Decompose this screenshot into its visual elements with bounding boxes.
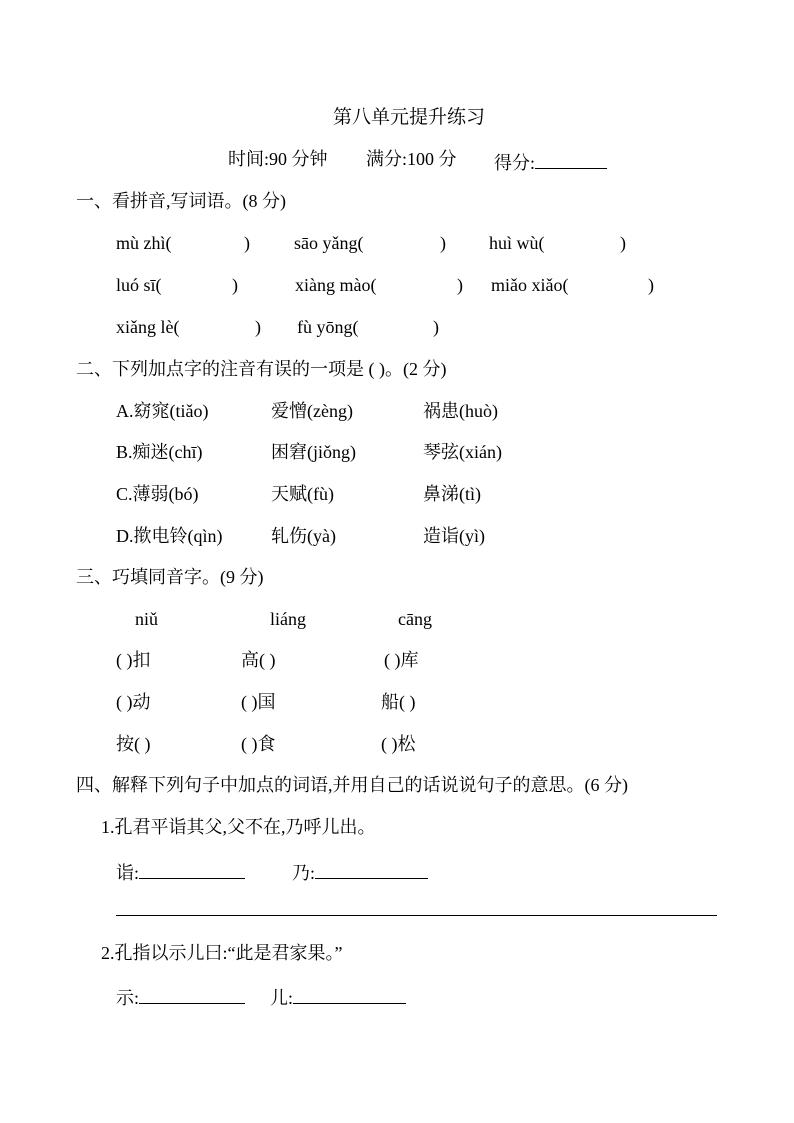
q1-close-3: ) — [620, 233, 626, 253]
q1-heading: 一、看拼音,写词语。(8 分) — [76, 191, 286, 211]
q3-pinyin-3: cāng — [398, 609, 432, 629]
q3-blank-2-3[interactable]: 船( ) — [381, 692, 416, 712]
q3-pinyin-2: liáng — [270, 609, 306, 629]
q1-item-5[interactable]: xiàng mào( — [295, 275, 377, 295]
q4-s1-word-a: 诣: — [116, 860, 245, 882]
q2-b-word-3: 琴弦(xián) — [423, 442, 502, 462]
q3-pinyin-1: niǔ — [135, 609, 159, 629]
page-title: 第八单元提升练习 — [333, 107, 486, 128]
q4-s1-blank-b[interactable] — [315, 860, 428, 879]
q4-s2-word-b: 儿: — [270, 985, 406, 1007]
q1-close-5: ) — [457, 275, 463, 295]
q1-item-4[interactable]: luó sī( — [116, 275, 162, 295]
q2-option-d[interactable]: D.揿电铃(qìn) — [116, 526, 223, 546]
q2-c-word-2: 天赋(fù) — [271, 484, 334, 504]
q2-option-a[interactable]: A.窈窕(tiǎo) — [116, 401, 209, 421]
score-label: 得分: — [494, 150, 607, 172]
q4-s1-meaning-line[interactable] — [116, 915, 717, 916]
q4-s1-word-b: 乃: — [292, 860, 428, 882]
q3-blank-3-2[interactable]: ( )食 — [241, 734, 276, 754]
q3-blank-2-1[interactable]: ( )动 — [116, 692, 151, 712]
q2-d-word-2: 轧伤(yà) — [271, 526, 336, 546]
q4-s2-word-a: 示: — [116, 985, 245, 1007]
q3-blank-1-1[interactable]: ( )扣 — [116, 650, 151, 670]
q4-s2-blank-b[interactable] — [293, 985, 406, 1004]
q1-close-4: ) — [232, 275, 238, 295]
q1-item-1[interactable]: mù zhì( — [116, 233, 172, 253]
q1-item-8[interactable]: fù yōng( — [297, 317, 359, 337]
q2-d-word-3: 造诣(yì) — [423, 526, 485, 546]
q4-s2-blank-a[interactable] — [139, 985, 245, 1004]
q1-item-7[interactable]: xiǎng lè( — [116, 317, 180, 337]
q3-heading: 三、巧填同音字。(9 分) — [76, 567, 264, 587]
q3-blank-2-2[interactable]: ( )国 — [241, 692, 276, 712]
q1-close-2: ) — [440, 233, 446, 253]
q1-item-2[interactable]: sāo yǎng( — [294, 233, 364, 253]
q2-option-b[interactable]: B.痴迷(chī) — [116, 442, 203, 462]
q1-item-3[interactable]: huì wù( — [489, 233, 545, 253]
q3-blank-3-1[interactable]: 按( ) — [116, 734, 151, 754]
q4-s1-blank-a[interactable] — [139, 860, 245, 879]
q3-blank-1-3[interactable]: ( )库 — [384, 650, 419, 670]
time-info: 时间:90 分钟 — [228, 149, 328, 169]
q2-c-word-3: 鼻涕(tì) — [423, 484, 481, 504]
q2-a-word-2: 爱憎(zèng) — [271, 401, 353, 421]
q1-close-1: ) — [244, 233, 250, 253]
q2-option-c[interactable]: C.薄弱(bó) — [116, 484, 199, 504]
q4-sentence-2: 2.孔指以示儿曰:“此是君家果。” — [101, 943, 343, 963]
q2-heading: 二、下列加点字的注音有误的一项是 ( )。(2 分) — [76, 359, 447, 379]
q1-close-8: ) — [433, 317, 439, 337]
full-score-info: 满分:100 分 — [366, 149, 457, 169]
q2-b-word-2: 困窘(jiǒng) — [271, 442, 356, 462]
score-blank[interactable] — [535, 150, 607, 169]
q4-sentence-1: 1.孔君平诣其父,父不在,乃呼儿出。 — [101, 817, 376, 837]
q3-blank-1-2[interactable]: 高( ) — [241, 650, 276, 670]
q4-heading: 四、解释下列句子中加点的词语,并用自己的话说说句子的意思。(6 分) — [76, 775, 628, 795]
q3-blank-3-3[interactable]: ( )松 — [381, 734, 416, 754]
q2-a-word-3: 祸患(huò) — [423, 401, 498, 421]
q1-close-6: ) — [648, 275, 654, 295]
q1-item-6[interactable]: miǎo xiǎo( — [491, 275, 569, 295]
q1-close-7: ) — [255, 317, 261, 337]
